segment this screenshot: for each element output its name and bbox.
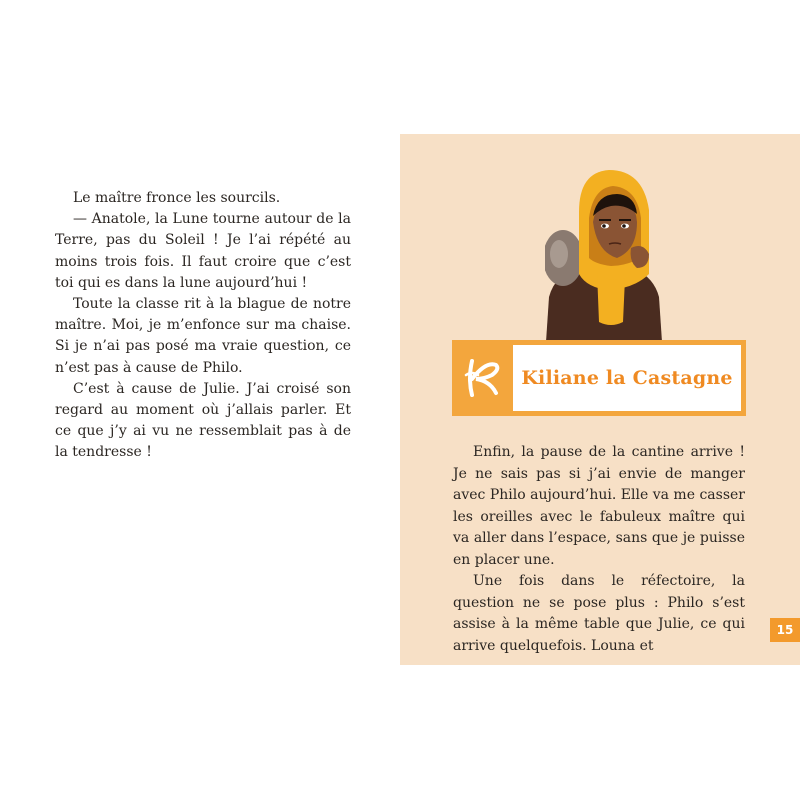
- paragraph: C’est à cause de Julie. J’ai croisé son regard au moment où j’allais parler. Et ce que j’y ai vu ne ressemblait pas à de la tendresse !: [55, 380, 351, 461]
- page-number-badge: 15: [770, 618, 800, 642]
- paragraph: — Anatole, la Lune tourne autour de la Terre, pas du Soleil ! Je l’ai répété au moins trois fois. Il faut croire que c’est toi qui es dans la lune aujourd’hui !: [55, 211, 351, 291]
- letter-k-emblem-icon: [458, 353, 508, 403]
- paragraph: Une fois dans le réfectoire, la question ne se pose plus : Philo s’est assise à la même table que Julie, ce qui arrive quelquefois. Louna et: [453, 573, 745, 654]
- right-page-panel: [400, 134, 800, 665]
- paragraph: Le maître fronce les sourcils.: [73, 190, 281, 206]
- left-page-text: [55, 188, 351, 464]
- right-page-text: [453, 442, 745, 657]
- chapter-title-box: [513, 345, 741, 411]
- hooded-kid-illustration: [545, 162, 663, 357]
- paragraph: Enfin, la pause de la cantine arrive ! Je ne sais pas si j’ai envie de manger avec Philo aujourd’hui. Elle va me casser les oreilles avec le fabuleux maître qui va aller dans l’espace, sans que je puisse en placer une.: [453, 444, 745, 568]
- chapter-title: Kiliane la Castagne: [521, 367, 733, 389]
- paragraph: Toute la classe rit à la blague de notre maître. Moi, je m’enfonce sur ma chaise. Si je n’ai pas posé ma vraie question, ce n’est pas à cause de Philo.: [55, 296, 351, 376]
- chapter-title-banner: [452, 340, 746, 416]
